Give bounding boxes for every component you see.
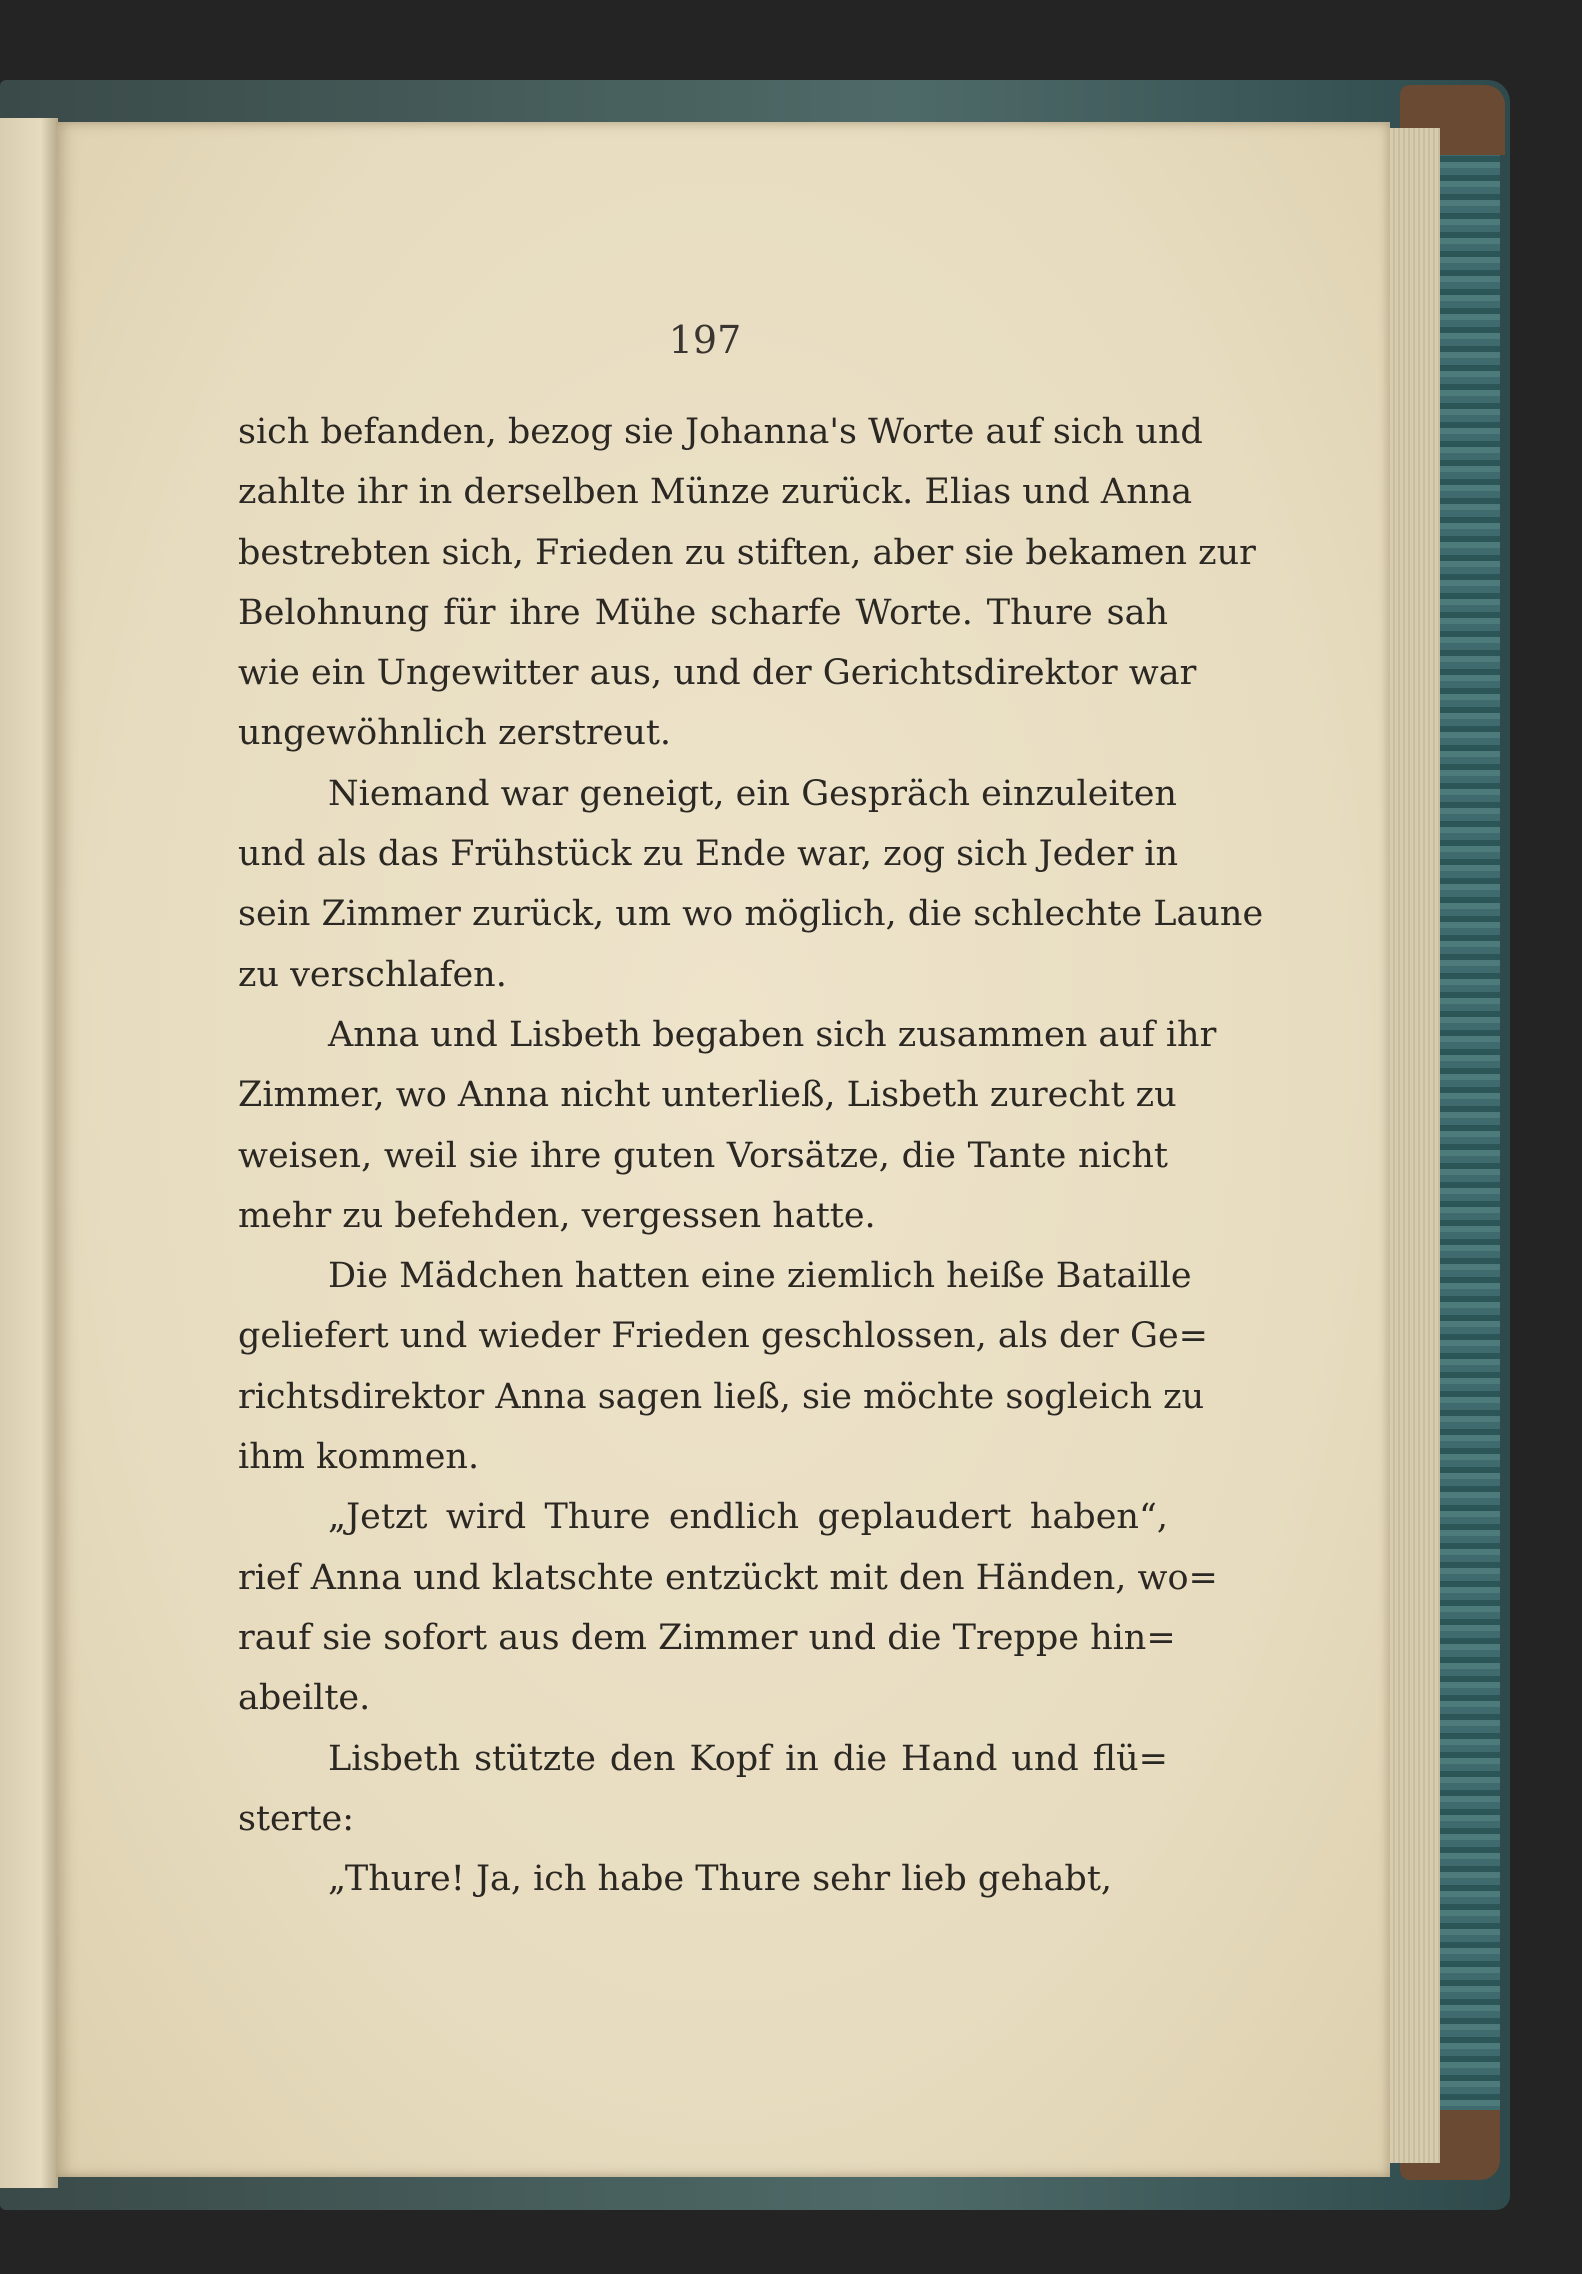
page-number: 197 — [668, 318, 742, 362]
text-line: Zimmer, wo Anna nicht unterließ, Lisbeth zurecht zu — [238, 1075, 1177, 1116]
text-line: sich befanden, bezog sie Johanna's Worte auf sich und — [238, 412, 1203, 452]
text-line: und als das Frühstück zu Ende war, zog sich Jeder in — [238, 834, 1179, 875]
text-line: rief Anna und klatschte entzückt mit den Händen, wo= — [238, 1557, 1218, 1598]
text-line: bestrebten sich, Frieden zu stiften, aber sie bekamen zur — [238, 532, 1256, 573]
left-page-edge — [0, 118, 58, 2188]
text-line: rauf sie sofort aus dem Zimmer und die Treppe hin= — [238, 1617, 1176, 1658]
text-line: sterte: — [238, 1798, 355, 1839]
text-line: Die Mädchen hatten eine ziemlich heiße Bataille — [328, 1256, 1192, 1297]
text-line: zu verschlafen. — [238, 954, 507, 995]
text-line: weisen, weil sie ihre guten Vorsätze, die Tante nicht — [238, 1135, 1168, 1176]
text-line: ungewöhnlich zerstreut. — [238, 713, 672, 754]
text-line: „Jetzt wird Thure endlich geplaudert haben“, — [328, 1497, 1168, 1538]
text-line: sein Zimmer zurück, um wo möglich, die schlechte Laune — [238, 894, 1264, 935]
text-line: abeilte. — [238, 1678, 371, 1719]
text-line: Lisbeth stützte den Kopf in die Hand und flü= — [328, 1738, 1168, 1779]
text-line: mehr zu befehden, vergessen hatte. — [238, 1195, 876, 1236]
text-line: geliefert und wieder Frieden geschlossen, als der Ge= — [238, 1316, 1209, 1357]
text-line: „Thure! Ja, ich habe Thure sehr lieb gehabt, — [328, 1859, 1113, 1900]
body-text — [238, 402, 1264, 1909]
text-line: Belohnung für ihre Mühe scharfe Worte. Thure sah — [238, 592, 1168, 633]
text-line: Niemand war geneigt, ein Gespräch einzuleiten — [328, 773, 1177, 814]
text-line: wie ein Ungewitter aus, und der Gerichtsdirektor war — [238, 653, 1197, 694]
text-line: Anna und Lisbeth begaben sich zusammen auf ihr — [328, 1014, 1217, 1055]
text-line: richtsdirektor Anna sagen ließ, sie möchte sogleich zu — [238, 1376, 1205, 1417]
text-line: zahlte ihr in derselben Münze zurück. Elias und Anna — [238, 472, 1193, 513]
text-line: ihm kommen. — [238, 1437, 480, 1478]
